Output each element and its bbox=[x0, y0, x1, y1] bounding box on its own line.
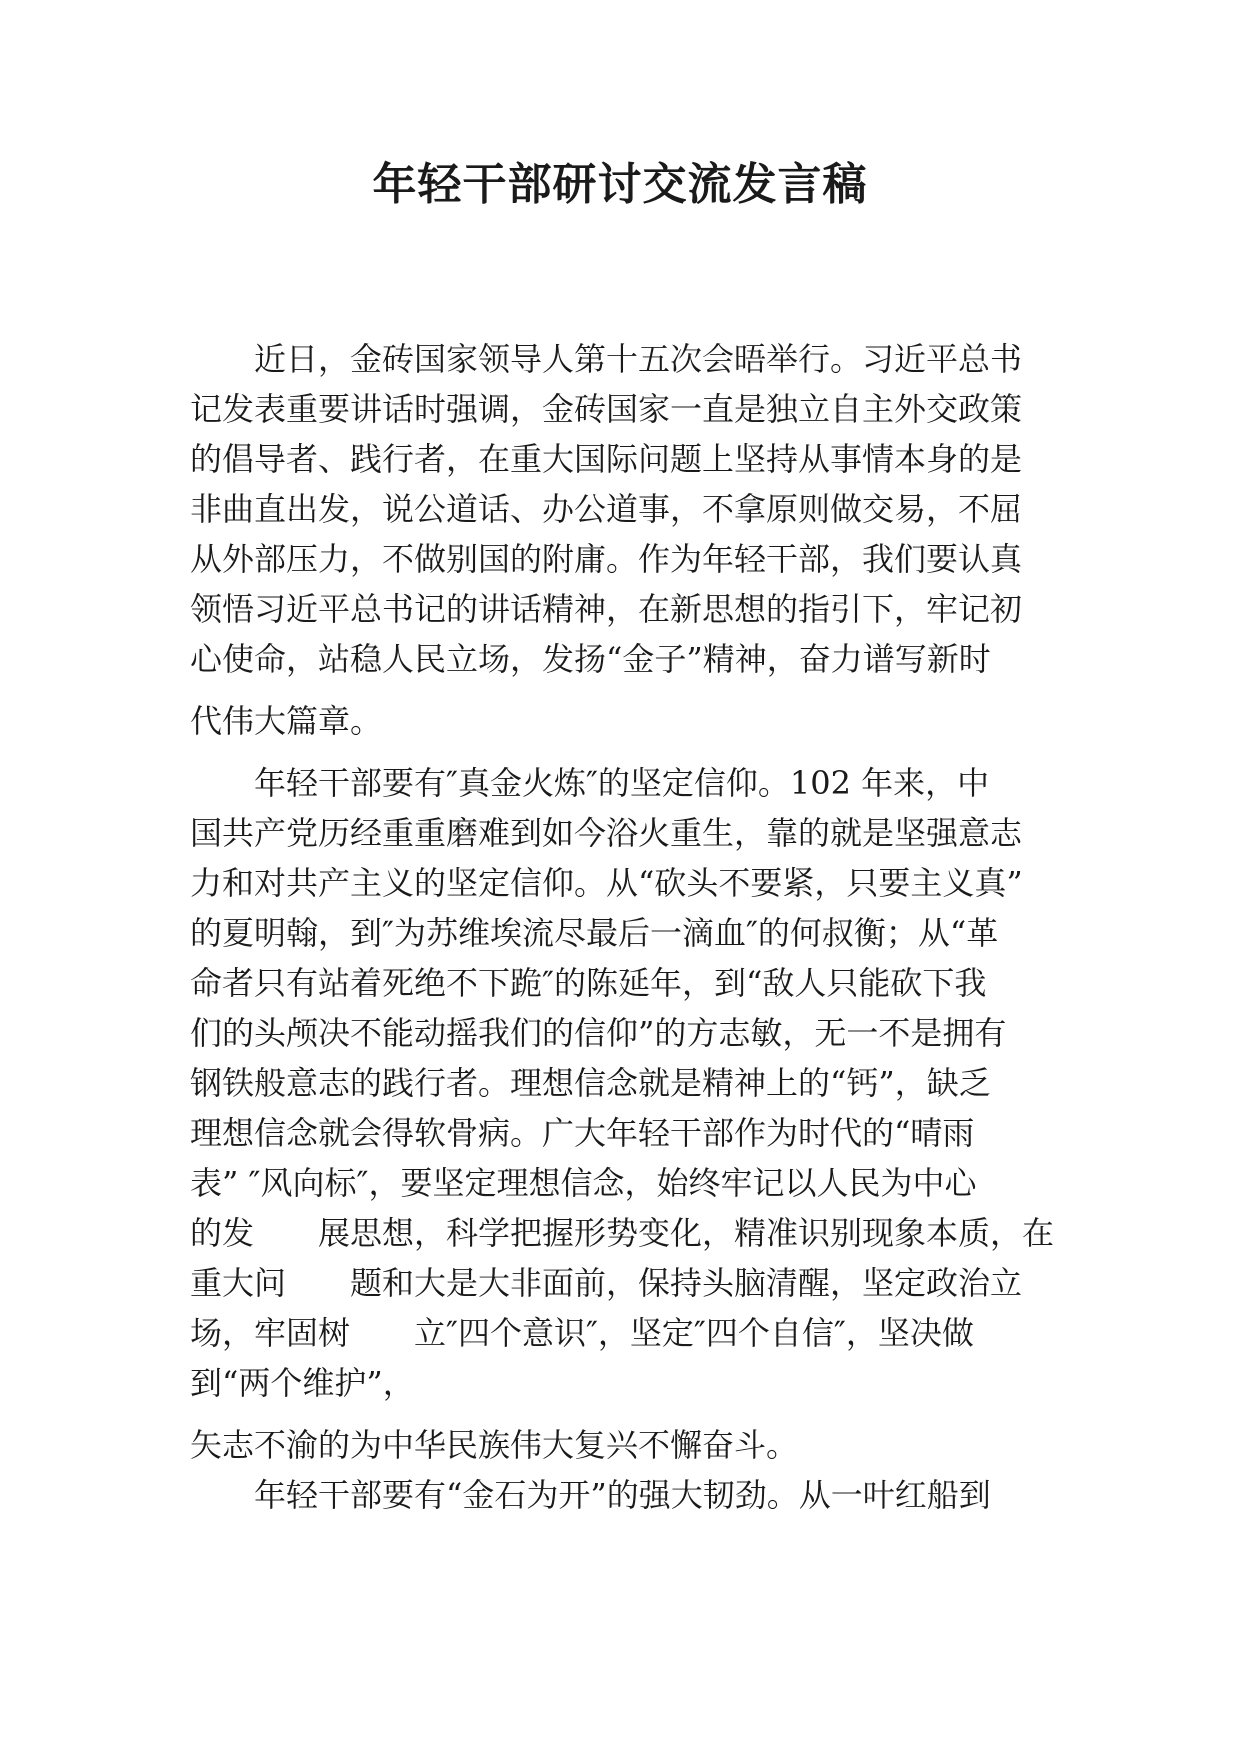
paragraph-1-line-8: 代伟大篇章。 bbox=[190, 702, 383, 740]
paragraph-2-line-1: 年轻干部要有″真金火炼″的坚定信仰。102 年来，中 bbox=[254, 764, 990, 802]
paragraph-2-line-3: 力和对共产主义的坚定信仰。从“砍头不要紧，只要主义真” bbox=[190, 864, 1023, 902]
paragraph-2-line-10: 的发 展思想，科学把握形势变化，精准识别现象本质，在 bbox=[190, 1214, 1055, 1252]
paragraph-2-line-2: 国共产党历经重重磨难到如今浴火重生，靠的就是坚强意志 bbox=[190, 814, 1023, 852]
paragraph-2-line-11: 重大问 题和大是大非面前，保持头脑清醒，坚定政治立 bbox=[190, 1264, 1023, 1302]
paragraph-3-line-1: 年轻干部要有“金石为开”的强大韧劲。从一叶红船到 bbox=[254, 1476, 991, 1514]
paragraph-2-line-14: 矢志不渝的为中华民族伟大复兴不懈奋斗。 bbox=[190, 1426, 799, 1464]
paragraph-2-line-12: 场，牢固树 立″四个意识″，坚定″四个自信″，坚决做 bbox=[190, 1314, 974, 1352]
paragraph-2-line-13: 到“两个维护”， bbox=[190, 1364, 415, 1402]
paragraph-1-line-3: 的倡导者、践行者，在重大国际问题上坚持从事情本身的是 bbox=[190, 440, 1023, 478]
document-body bbox=[190, 334, 1070, 1520]
paragraph-2-line-9: 表” ″风向标″，要坚定理想信念，始终牢记以人民为中心 bbox=[190, 1164, 977, 1202]
paragraph-1-line-2: 记发表重要讲话时强调，金砖国家一直是独立自主外交政策 bbox=[190, 390, 1023, 428]
paragraph-2-line-5: 命者只有站着死绝不下跪″的陈延年，到“敌人只能砍下我 bbox=[190, 964, 987, 1002]
paragraph-1-line-7: 心使命，站稳人民立场，发扬“金子”精神，奋力谱写新时 bbox=[190, 640, 991, 678]
document-title: 年轻干部研讨交流发言稿 bbox=[372, 159, 868, 210]
paragraph-1-line-4: 非曲直出发，说公道话、办公道事，不拿原则做交易，不屈 bbox=[190, 490, 1023, 528]
paragraph-2-line-8: 理想信念就会得软骨病。广大年轻干部作为时代的“晴雨 bbox=[190, 1114, 975, 1152]
paragraph-1-line-6: 领悟习近平总书记的讲话精神，在新思想的指引下，牢记初 bbox=[190, 590, 1023, 628]
paragraph-2-line-7: 钢铁般意志的践行者。理想信念就是精神上的“钙”，缺乏 bbox=[190, 1064, 991, 1102]
paragraph-1-line-1: 近日，金砖国家领导人第十五次会晤举行。习近平总书 bbox=[254, 340, 1023, 378]
paragraph-1-line-5: 从外部压力，不做别国的附庸。作为年轻干部，我们要认真 bbox=[190, 540, 1023, 578]
paragraph-2-line-4: 的夏明翰，到″为苏维埃流尽最后一滴血″的何叔衡；从“革 bbox=[190, 914, 999, 952]
paragraph-2-line-6: 们的头颅决不能动摇我们的信仰”的方志敏，无一不是拥有 bbox=[190, 1014, 1007, 1052]
